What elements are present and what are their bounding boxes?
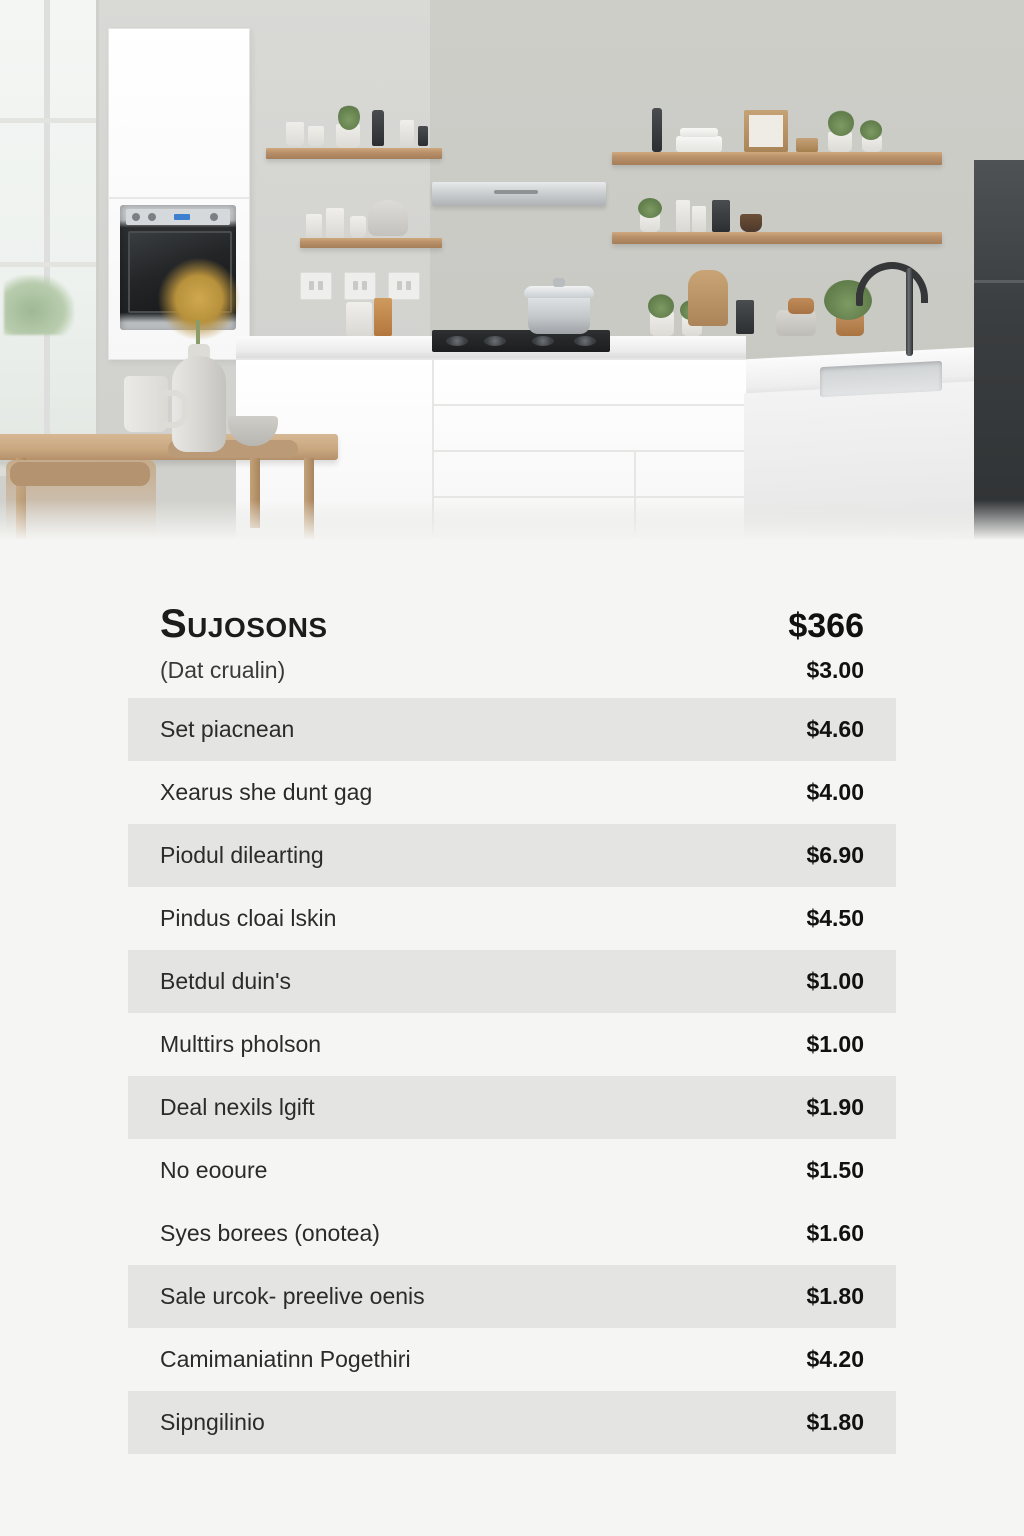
item-price: $4.60 [806,716,864,742]
bread-loaf [788,298,814,314]
drawer-seam [432,404,746,406]
pepper-mill [418,126,428,146]
window-mullion-horizontal [0,262,96,267]
outlet-slot [406,281,411,290]
pitcher-handle [160,390,188,428]
price-list-subtitle-row [128,647,896,698]
oven-knob [148,213,156,221]
list-item [128,1139,896,1202]
range-hood [432,182,606,206]
utensil-holder [374,298,392,336]
glass-jar [692,206,706,232]
list-item [128,824,896,887]
succulent-leaves [648,294,674,318]
outlet-slot [397,281,402,290]
wall-shelf [300,238,442,248]
outlet-slot [318,281,323,290]
utensil-crock [346,302,372,336]
burner [446,336,468,346]
window-mullion-vertical [44,0,50,470]
window-mullion-horizontal [0,118,96,123]
spice-jar [308,126,324,146]
item-label: No eooure [160,1157,268,1183]
cabinet-seam [236,358,746,360]
price-list [128,602,896,1454]
price-list-subtitle: (Dat crualin) [160,657,286,683]
spice-grinder [736,300,754,334]
picture-frame [744,110,788,152]
list-item [128,1328,896,1391]
succulent-leaves [638,198,662,218]
glass-tumbler [326,208,344,238]
wall-shelf [612,152,942,165]
stacked-plates [676,136,722,152]
item-price: $4.20 [806,1346,864,1372]
outlet-slot [309,281,314,290]
power-outlet [388,272,420,300]
list-item [128,1265,896,1328]
item-price: $1.50 [806,1157,864,1183]
glass-jar [676,200,690,232]
item-label: Camimaniatinn Pogethiri [160,1346,411,1372]
refrigerator-door-seam [974,280,1024,283]
item-label: Deal nexils lgift [160,1094,315,1120]
picture-frame-image [749,115,783,147]
plant-leaves [828,110,854,136]
list-item [128,1202,896,1265]
outlet-slot [353,281,358,290]
pot-lid-knob [553,278,565,287]
list-item [128,1013,896,1076]
range-hood-vent [494,190,538,194]
list-item [128,950,896,1013]
glass-pot [368,200,408,236]
burner [484,336,506,346]
cutting-board [688,270,728,326]
price-list-panel [0,540,1024,1536]
item-label: Xearus she dunt gag [160,779,373,805]
list-item [128,1076,896,1139]
faucet-spout [856,292,863,306]
cabinet-door-seam [109,197,249,199]
glass-tumbler [306,214,322,238]
item-label: Multtirs pholson [160,1031,322,1057]
pot-lid [524,286,594,298]
wooden-box [796,138,818,152]
wine-bottle [652,108,662,152]
item-label: Sale urcok- preelive oenis [160,1283,425,1309]
plant-leaves [338,104,360,130]
price-list-subtitle-price: $3.00 [806,657,864,683]
wall-shelf [612,232,942,244]
item-price: $1.00 [806,968,864,994]
list-item [128,1391,896,1454]
window-foliage [4,275,74,335]
item-price: $4.50 [806,905,864,931]
oven-knob [132,213,140,221]
list-item [128,761,896,824]
drawer-seam [432,496,746,498]
cup [350,216,366,238]
item-price: $6.90 [806,842,864,868]
kitchen-photo [0,0,1024,540]
item-price: $1.60 [806,1220,864,1246]
price-list-header [128,602,896,647]
drawer-seam [432,450,746,452]
item-price: $4.00 [806,779,864,805]
power-outlet [344,272,376,300]
storage-canister [712,200,730,232]
item-label: Pindus cloai lskin [160,905,337,931]
item-price: $1.80 [806,1409,864,1435]
item-label: Set piacnean [160,716,295,742]
price-list-title-price: $366 [788,607,864,645]
succulent-leaves [860,120,882,140]
spice-jar [286,122,304,146]
kitchen-sink [820,361,942,397]
item-label: Syes borees (onotea) [160,1220,380,1246]
item-label: Sipngilinio [160,1409,265,1435]
wall-shelf [266,148,442,159]
power-outlet [300,272,332,300]
photo-bottom-fade [0,500,1024,540]
oven-knob [210,213,218,221]
oven-display [174,214,190,220]
burner [574,336,596,346]
small-bowl [740,214,762,232]
item-price: $1.80 [806,1283,864,1309]
glass-jar [400,120,414,146]
item-price: $1.00 [806,1031,864,1057]
bottle [372,110,384,146]
item-label: Betdul duin's [160,968,291,994]
stacked-plates [680,128,718,137]
price-list-title: Sujosons [160,602,328,646]
window [0,0,99,470]
list-item [128,698,896,761]
list-item [128,887,896,950]
burner [532,336,554,346]
outlet-slot [362,281,367,290]
dining-chair-back [10,462,150,486]
faucet-stem [906,268,913,356]
item-price: $1.90 [806,1094,864,1120]
item-label: Piodul dilearting [160,842,324,868]
cooking-pot [528,292,590,334]
refrigerator [974,160,1024,540]
